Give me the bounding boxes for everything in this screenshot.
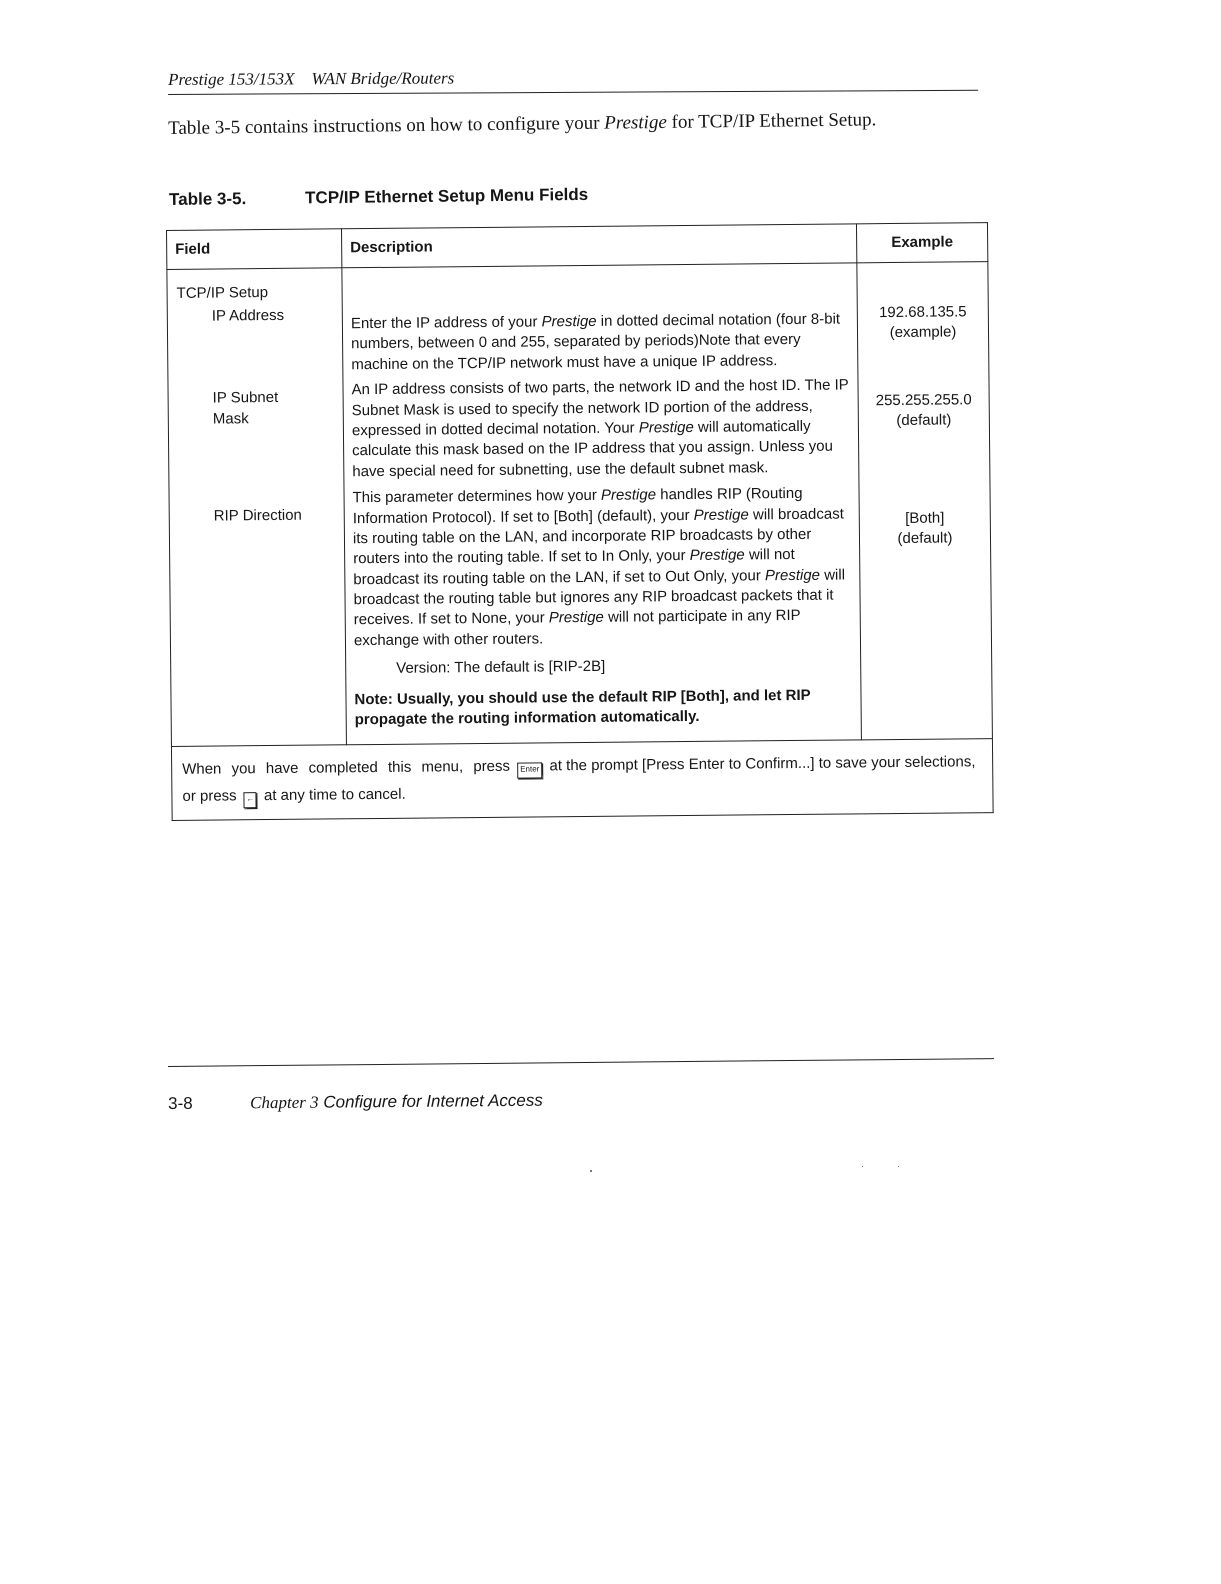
running-header-text: Prestige 153/153X WAN Bridge/Routers (168, 68, 455, 89)
field-rip-direction: RIP Direction (213, 507, 302, 525)
desc-rip-product-1: Prestige (600, 486, 657, 504)
field-ip-subnet-line1: IP Subnet (212, 389, 279, 407)
table-row (167, 262, 993, 747)
chapter-title: Configure for Internet Access (323, 1090, 543, 1112)
example-ip-value: 192.68.135.5 (878, 303, 967, 322)
intro-paragraph (168, 109, 876, 140)
scan-speck (898, 1166, 899, 1167)
footer-text-2: at the prompt [Press Enter to Confirm...] to save your selections, or press (182, 753, 976, 805)
chapter-label: Chapter 3 (249, 1092, 319, 1113)
example-mask-value: 255.255.255.0 (875, 391, 972, 410)
field-ip-subnet-line2: Mask (212, 409, 249, 428)
esc-key-icon: ← (244, 792, 257, 808)
bold-note: Note: Usually, you should use the default RIP [Both], and let RIP propagate the routing information automatically. (354, 686, 811, 729)
page-number: 3-8 (168, 1093, 193, 1113)
table-caption-title: TCP/IP Ethernet Setup Menu Fields (304, 184, 589, 208)
example-rip-value: [Both] (905, 509, 945, 527)
table-caption (169, 185, 588, 210)
scan-speck (862, 1166, 863, 1167)
table-footer-cell (171, 739, 993, 820)
description-column-cell (342, 263, 862, 745)
desc-mask-text-1: An IP address consists of two parts, the network ID and the host ID. The IP Subnet Mask is used to specify the network ID portion of the address, expressed in dotted decimal notation. Your (351, 376, 849, 440)
scan-speck (590, 1170, 592, 1172)
field-ip-subnet-mask (178, 388, 336, 508)
desc-rip-text-5: will broadcast the routing table but ignores any RIP broadcast packets that it receives. If set to None, your (353, 566, 846, 629)
header-example: Example (856, 223, 987, 263)
page-footer (168, 1091, 543, 1114)
desc-rip-product-4: Prestige (764, 566, 821, 584)
footer-text-1: When you have completed this menu, press (182, 758, 511, 779)
desc-rip-product-5: Prestige (548, 609, 604, 627)
setup-table (166, 222, 994, 821)
field-column-cell (167, 268, 347, 747)
desc-ip-product: Prestige (541, 312, 597, 331)
desc-rip-text-3: will broadcast its routing table on the LAN, and incorporate RIP broadcasts by other routers into the routing table. If set to In Only, your (352, 505, 844, 568)
footer-text-3: at any time to cancel. (263, 785, 406, 804)
example-ip-note: (example) (889, 323, 957, 342)
desc-rip-text-6: will not participate in any RIP exchange with other routers. (353, 607, 801, 650)
example-subnet-mask (859, 390, 990, 509)
description-subnet-mask (351, 376, 850, 483)
desc-ip-text-1: Enter the IP address of your (350, 313, 542, 333)
example-ip-address (858, 302, 989, 391)
description-ip-address (351, 309, 850, 375)
desc-rip-product-3: Prestige (689, 546, 745, 565)
description-rip-direction (352, 484, 852, 652)
example-column-cell (857, 262, 993, 741)
intro-text-before: Table 3-5 contains instructions on how to configure your (168, 112, 605, 139)
example-mask-note: (default) (896, 411, 952, 430)
field-ip-address: IP Address (211, 307, 285, 325)
intro-text-after: for TCP/IP Ethernet Setup. (666, 109, 877, 133)
example-rip-note: (default) (897, 529, 953, 548)
enter-key-icon: Enter (517, 763, 542, 779)
table-container (166, 222, 994, 821)
desc-rip-text-1: This parameter determines how your (352, 486, 602, 507)
desc-rip-text-4: will not broadcast its routing table on the LAN, if set to Out Only, your (353, 546, 795, 588)
table-footer-row (171, 739, 993, 820)
desc-mask-product: Prestige (638, 418, 694, 437)
footer-rule (168, 1058, 994, 1067)
header-field: Field (167, 229, 342, 270)
desc-mask-text-2: will automatically calculate this mask based on the IP address that you assign. Unless you have special need for subnetting, use the default subnet mask. (352, 417, 834, 480)
example-rip-direction (860, 508, 990, 550)
desc-rip-product-2: Prestige (693, 505, 749, 524)
table-caption-number: Table 3-5. (169, 189, 247, 209)
header-description: Description (341, 224, 856, 268)
desc-ip-text-2: in dotted decimal notation (four 8-bit numbers, between 0 and 255, separated by periods)Note that every machine on the TCP/IP network must have a unique IP address. (351, 310, 841, 374)
desc-rip-text-2: handles RIP (Routing Information Protocol). If set to [Both] (default), your (352, 485, 803, 527)
running-header (168, 64, 978, 95)
field-group-label: TCP/IP Setup (176, 284, 269, 302)
intro-product-name: Prestige (604, 111, 667, 134)
version-note: Version: The default is [RIP-2B] (396, 658, 606, 678)
